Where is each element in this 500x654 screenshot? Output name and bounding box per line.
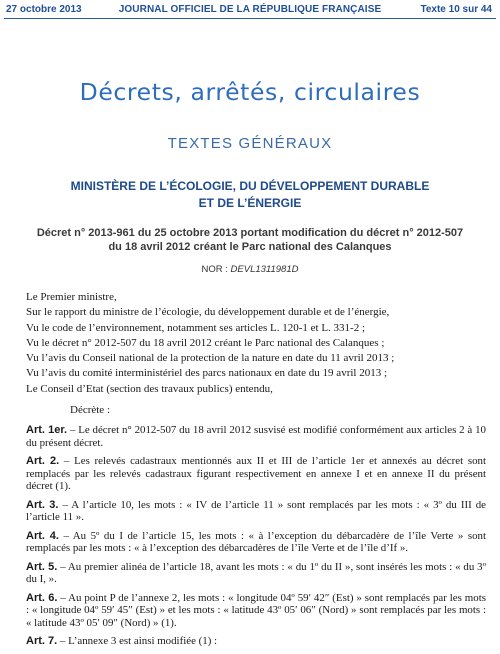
article-text: – Au 5º du I de l’article 15, les mots : « à l’exception du débarcadère de l’île Verte » sont remplacés par les mots : « à l’exception des débarcadères de l’île Verte et de l’île d’If ». <box>26 529 486 554</box>
page-indicator: Texte 10 sur 44 <box>420 4 492 15</box>
article-number: Art. 7. <box>26 635 58 647</box>
visa-line: Le Conseil d’Etat (section des travaux publics) entendu, <box>26 382 273 395</box>
nor-code: DEVL1311981D <box>230 264 299 275</box>
subsection-title: TEXTES GÉNÉRAUX <box>167 135 333 152</box>
article-text: – A l’article 10, les mots : « IV de l’article 11 » sont remplacés par les mots : « 3º du III de l’article 11 ». <box>26 498 486 523</box>
ministry-line-2: ET DE L’ÉNERGIE <box>198 196 302 210</box>
visa-line: Vu le code de l’environnement, notamment ses articles L. 120-1 et L. 331-2 ; <box>26 321 366 334</box>
article <box>26 424 486 449</box>
article-text: – Au premier alinéa de l’article 18, avant les mots : « du 1º du II », sont insérés les mots : « du 3º du I, ». <box>26 560 486 585</box>
article-number: Art. 1er. <box>26 424 68 436</box>
article-text: – Le décret n° 2012-507 du 18 avril 2012 susvisé est modifié conformément aux articles 2 à 10 du présent décret. <box>26 424 486 449</box>
journal-header <box>0 0 500 22</box>
decree-title <box>34 226 466 254</box>
article-number: Art. 4. <box>26 529 59 542</box>
header-rule <box>4 18 496 19</box>
article <box>26 530 486 555</box>
decree-title-line-1: Décret n° 2013-961 du 25 octobre 2013 portant modification du décret n° 2012-507 <box>36 227 464 239</box>
article-number: Art. 3. <box>26 498 59 511</box>
visa-line: Vu le décret n° 2012-507 du 18 avril 2012 créant le Parc national des Calanques ; <box>26 336 385 349</box>
article-number: Art. 6. <box>26 591 58 604</box>
decrete-heading: Décrète : <box>70 404 110 416</box>
visa-line: Vu l’avis du Conseil national de la protection de la nature en date du 11 avril 2013 ; <box>26 352 395 365</box>
article <box>26 455 486 493</box>
ministry-line-1: MINISTÈRE DE L’ÉCOLOGIE, DU DÉVELOPPEMENT DURABLE <box>70 179 430 193</box>
publication-date: 27 octobre 2013 <box>6 4 82 15</box>
ministry-heading <box>40 178 460 212</box>
section-title: Décrets, arrêtés, circulaires <box>79 78 421 106</box>
article <box>26 592 486 630</box>
visas-list <box>26 290 486 397</box>
article-text: – L’annexe 3 est ainsi modifiée (1) : <box>57 635 218 647</box>
article-text: – Au point P de l’annexe 2, les mots : « longitude 04º 59′ 42″ (Est) » sont remplacés par les mots : « longitude 04º 59′ 45″ (Est) » et les mots : « latitude 43º 05′ 06″ (Nord) » sont remplacés par les mots : « latitude 43º 05′ 09″ (Nord) » (1). <box>26 591 486 629</box>
article-number: Art. 5. <box>26 560 58 573</box>
article-text: – Les relevés cadastraux mentionnés aux II et III de l’article 1er et annexés au décret sont remplacés par les relevés cadastraux figurant respectivement en annexe I et en annexe II du présent décret (1). <box>26 455 486 492</box>
visa-line: Vu l’avis du comité interministériel des parcs nationaux en date du 19 avril 2013 ; <box>26 367 388 380</box>
article <box>26 635 486 648</box>
articles-list <box>26 424 486 654</box>
visa-line: Le Premier ministre, <box>26 291 117 303</box>
article <box>26 561 486 586</box>
nor-reference <box>0 264 500 275</box>
article-number: Art. 2. <box>26 455 60 467</box>
decree-title-line-2: du 18 avril 2012 créant le Parc national des Calanques <box>108 241 392 253</box>
nor-label: NOR : <box>201 264 228 275</box>
journal-title: JOURNAL OFFICIEL DE LA RÉPUBLIQUE FRANÇAISE <box>118 4 382 15</box>
visa-line: Sur le rapport du ministre de l’écologie, du développement durable et de l’énergie, <box>26 306 390 319</box>
article <box>26 499 486 524</box>
